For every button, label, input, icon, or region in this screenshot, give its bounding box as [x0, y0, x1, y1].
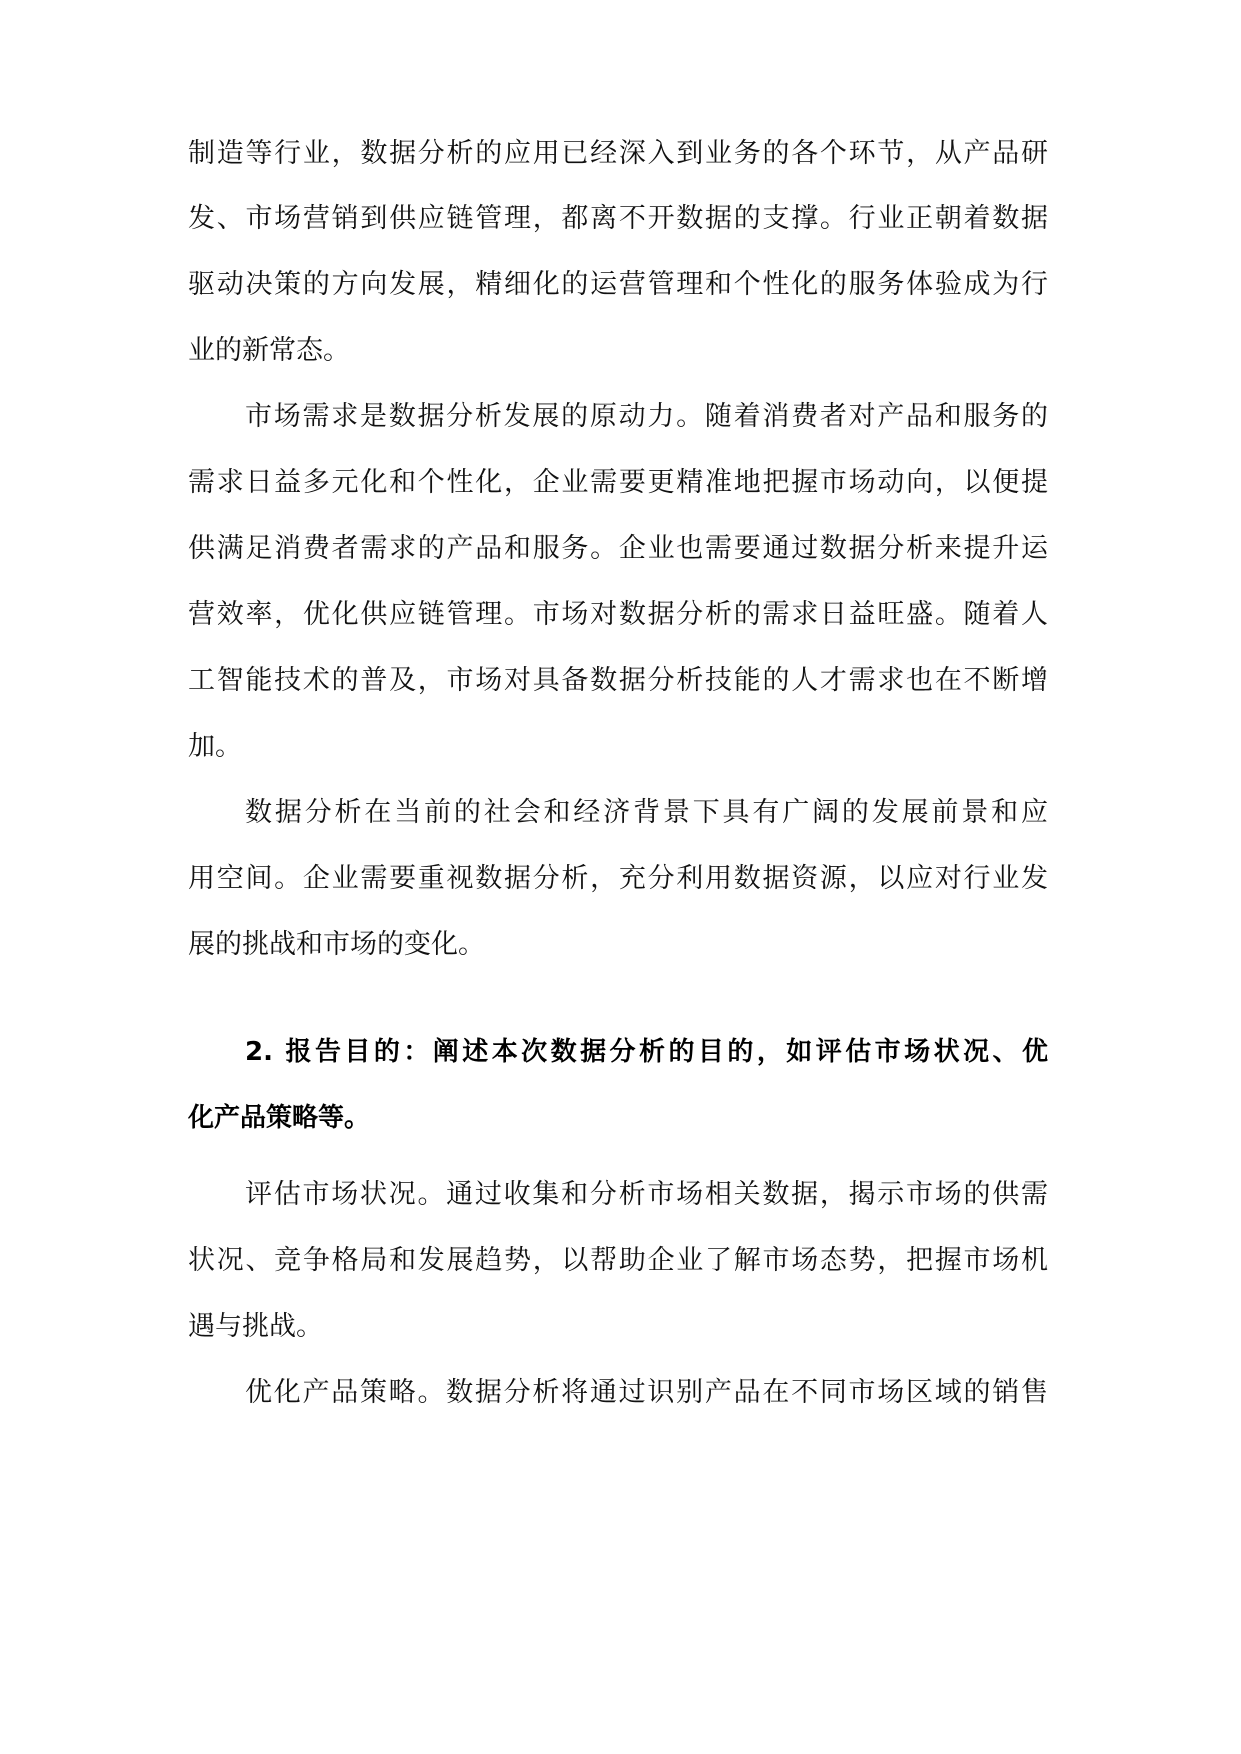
text-line: 驱动决策的方向发展，精细化的运营管理和个性化的服务体验成为行: [188, 269, 1048, 300]
text-line: 工智能技术的普及，市场对具备数据分析技能的人才需求也在不断增: [188, 665, 1048, 696]
text-line: 需求日益多元化和个性化，企业需要更精准地把握市场动向，以便提: [188, 467, 1048, 498]
text-line: 制造等行业，数据分析的应用已经深入到业务的各个环节，从产品研: [188, 138, 1048, 169]
text-line: 优化产品策略。数据分析将通过识别产品在不同市场区域的销售: [245, 1377, 1048, 1408]
text-line: 数据分析在当前的社会和经济背景下具有广阔的发展前景和应: [245, 797, 1048, 828]
text-line: 市场需求是数据分析发展的原动力。随着消费者对产品和服务的: [245, 401, 1048, 432]
text-line: 加。: [188, 731, 242, 762]
text-line: 评估市场状况。通过收集和分析市场相关数据，揭示市场的供需: [245, 1179, 1048, 1210]
text-line: 状况、竞争格局和发展趋势，以帮助企业了解市场态势，把握市场机: [188, 1245, 1048, 1276]
text-line: 业的新常态。: [188, 335, 350, 366]
text-line: 发、市场营销到供应链管理，都离不开数据的支撑。行业正朝着数据: [188, 203, 1048, 234]
heading-line: 2. 报告目的：阐述本次数据分析的目的，如评估市场状况、优: [245, 1037, 1048, 1067]
heading-line: 化产品策略等。: [188, 1103, 371, 1133]
text-line: 营效率，优化供应链管理。市场对数据分析的需求日益旺盛。随着人: [188, 599, 1048, 630]
text-line: 供满足消费者需求的产品和服务。企业也需要通过数据分析来提升运: [188, 533, 1048, 564]
text-line: 展的挑战和市场的变化。: [188, 929, 485, 960]
text-line: 遇与挑战。: [188, 1311, 323, 1342]
text-line: 用空间。企业需要重视数据分析，充分利用数据资源，以应对行业发: [188, 863, 1048, 894]
